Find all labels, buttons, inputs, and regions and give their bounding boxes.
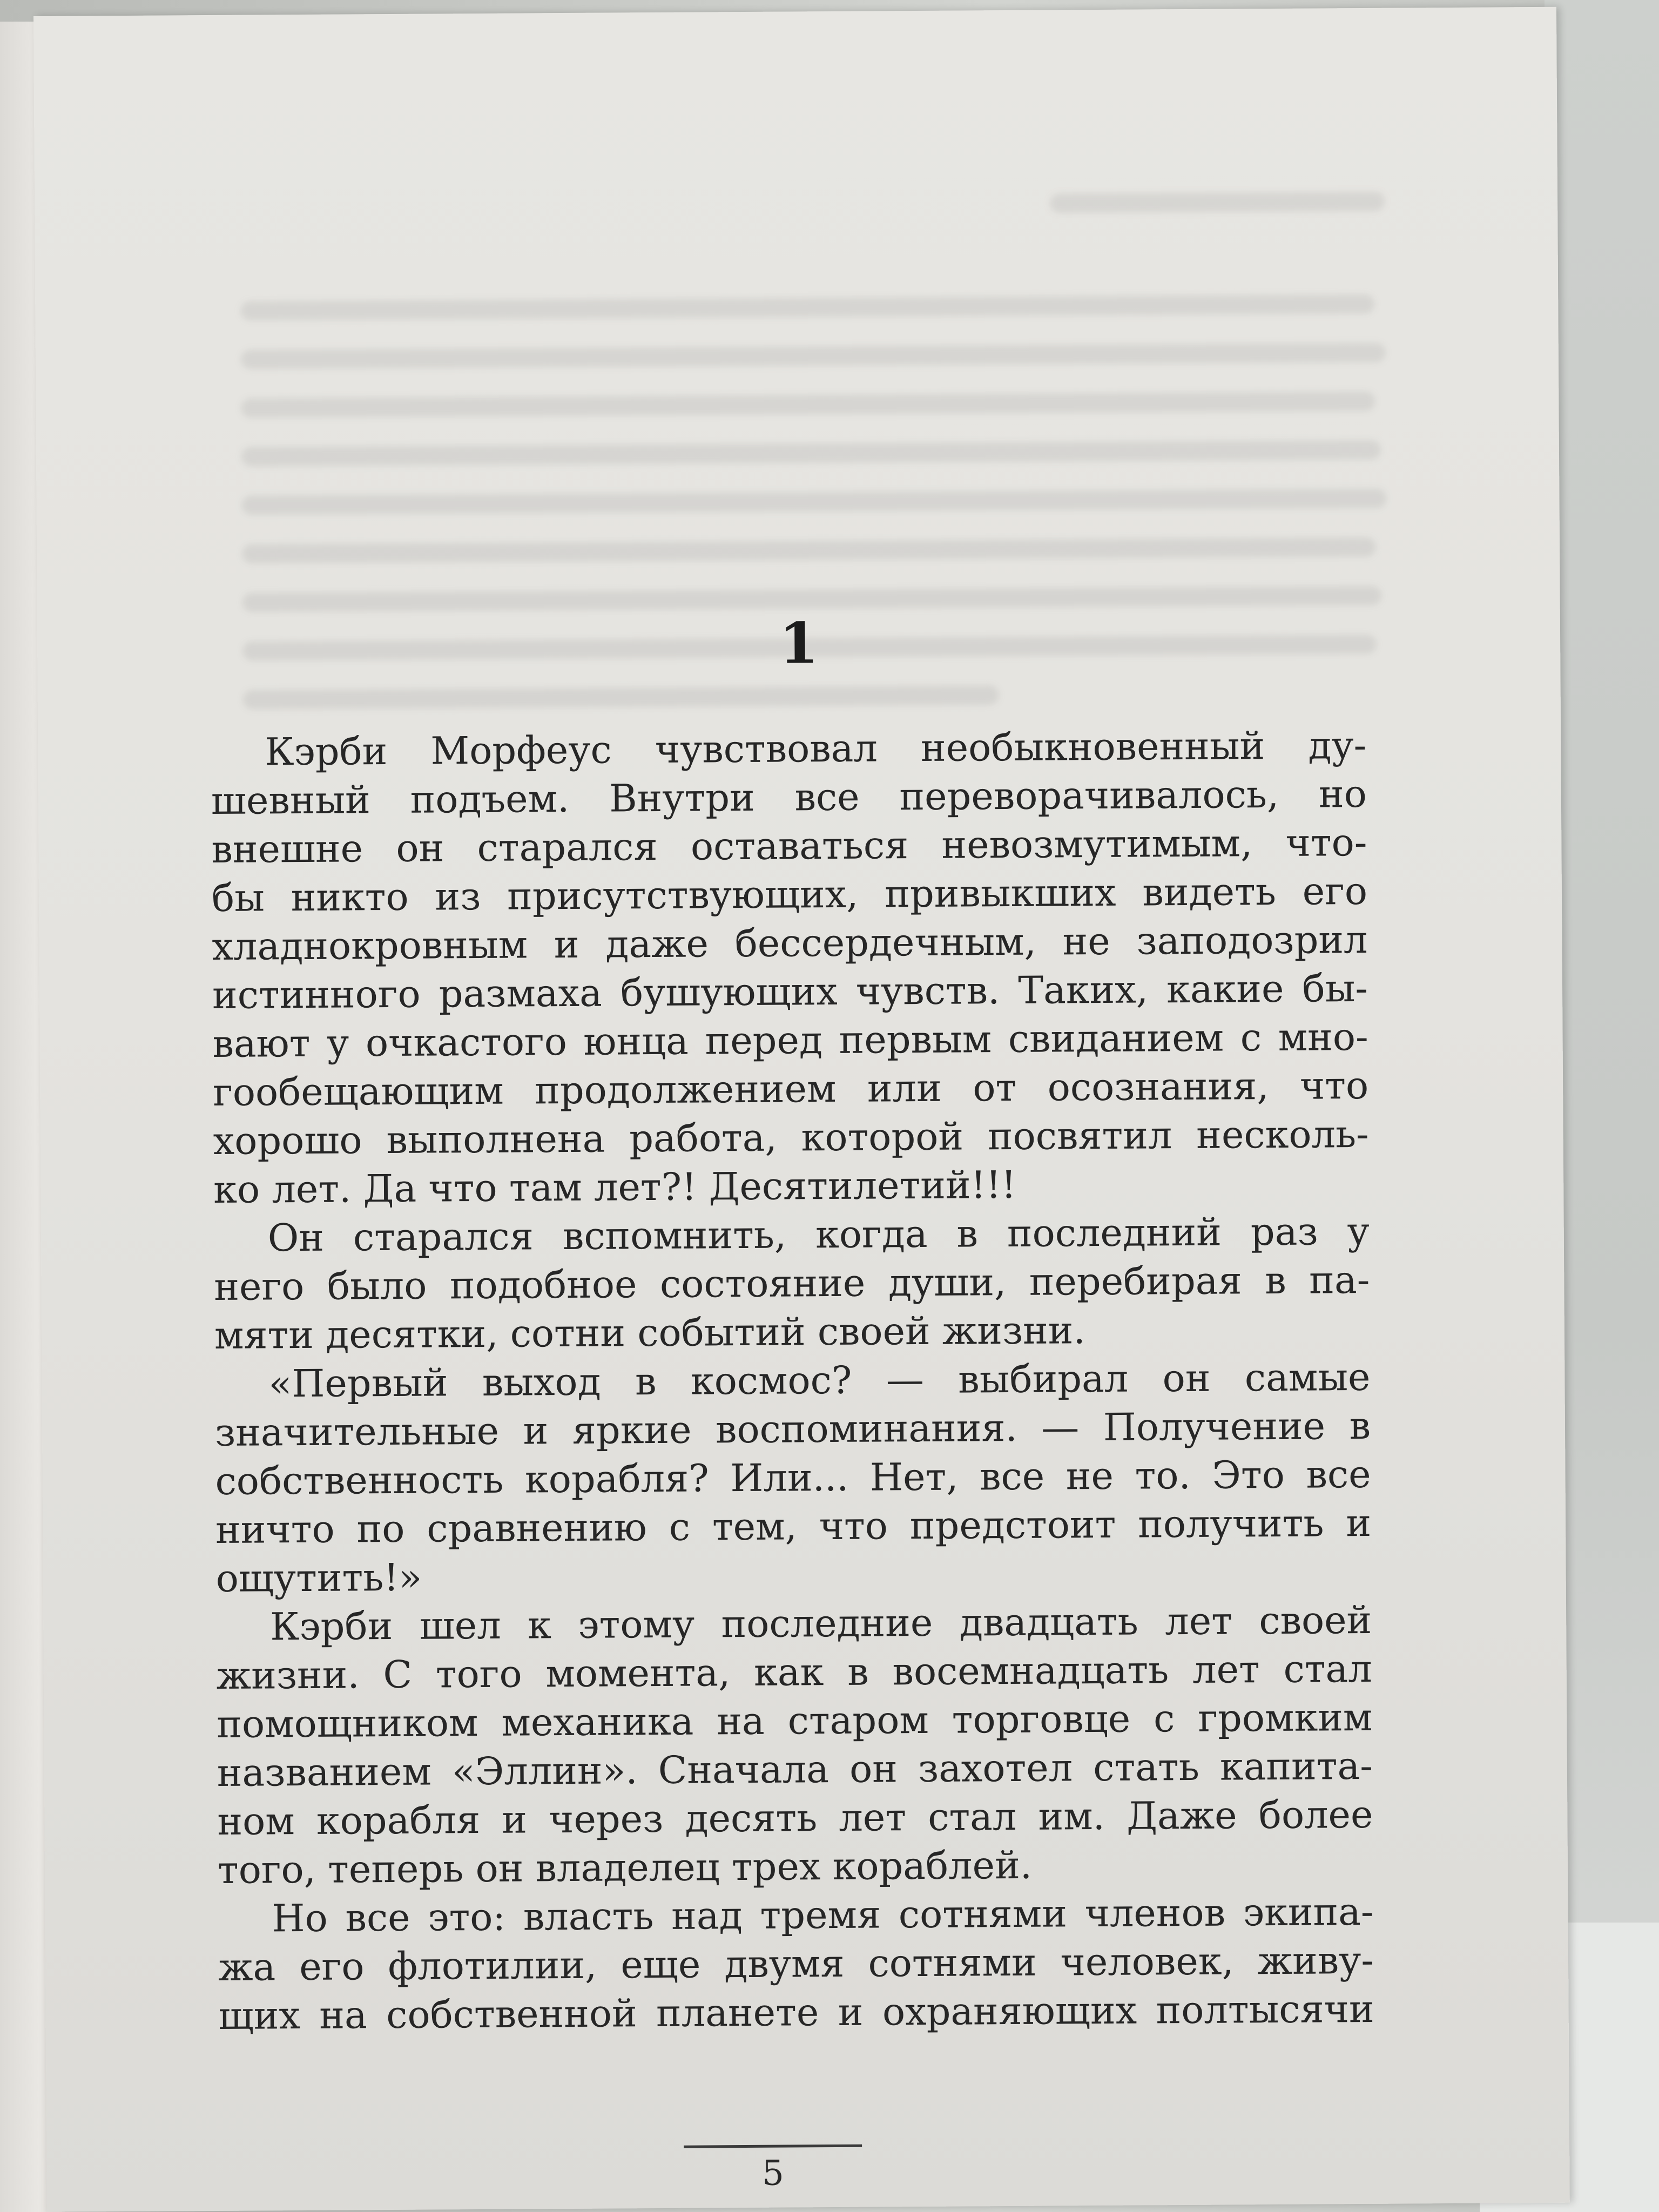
text-line: того, теперь он владелец трех кораблей. (217, 1843, 1033, 1892)
bleed-through-line (242, 537, 1376, 564)
text-line: Кэрби шел к этому последние двадцать лет своей (269, 1597, 1372, 1649)
text-line: гообещающим продолжением или от осознания, что (212, 1063, 1369, 1115)
text-line: «Первый выход в космос? — выбирал он самые (268, 1354, 1371, 1406)
text-line: помощником механика на старом торговце с громким (217, 1695, 1373, 1746)
body-text (211, 721, 1374, 2040)
chapter-number: 1 (779, 610, 819, 677)
text-line: Но все это: власть над тремя сотнями членов экипа- (272, 1889, 1374, 1941)
text-line: Он старался вспомнить, когда в последний раз у (267, 1209, 1370, 1260)
text-line: шевный подъем. Внутри все переворачивалось, но (211, 771, 1367, 824)
text-line: внешне он старался оставаться невозмутимым, что- (211, 820, 1367, 872)
text-line: ном корабля и через десять лет стал им. Даже более (217, 1792, 1373, 1844)
text-line: ощутить!» (215, 1555, 422, 1601)
text-line: ничто по сравнению с тем, что предстоит получить и (215, 1500, 1372, 1552)
text-line: щих на собственной планете и охраняющих полтысячи (218, 1986, 1374, 2038)
bleed-through-line (240, 294, 1374, 321)
text-line: хладнокровным и даже бессердечным, не заподозрил (212, 917, 1368, 969)
bleed-through-line (241, 392, 1375, 418)
text-line: жа его флотилии, еще двумя сотнями человек, живу- (218, 1938, 1374, 1990)
text-line: хорошо выполнена работа, которой посвятил несколь- (213, 1111, 1369, 1164)
text-line: значительные и яркие воспоминания. — Получение в (214, 1403, 1371, 1455)
text-line: названием «Эллин». Сначала он захотел стать капита- (217, 1743, 1373, 1795)
page-number: 5 (761, 2153, 785, 2194)
bleed-through-line (241, 343, 1386, 369)
text-line: собственность корабля? Или... Нет, все не то. Это все (215, 1452, 1371, 1503)
text-line: него было подобное состояние души, перебирая в па- (214, 1257, 1370, 1310)
text-line: Кэрби Морфеус чувствовал необыкновенный ду- (265, 723, 1367, 774)
book-page (33, 7, 1570, 2212)
bleed-through-line (243, 685, 999, 710)
text-line: истинного размаха бушующих чувств. Таких, какие бы- (212, 966, 1368, 1018)
bleed-through-line (241, 489, 1386, 515)
bleed-through-line (1050, 192, 1385, 213)
text-line: жизни. С того момента, как в восемнадцать лет стал (216, 1646, 1372, 1698)
text-line: ко лет. Да что там лет?! Десятилетий!!! (213, 1162, 1017, 1212)
text-line: бы никто из присутствующих, привыкших видеть его (211, 868, 1368, 921)
bleed-through-line (241, 440, 1381, 467)
text-line: вают у очкастого юнца перед первым свиданием с мно- (212, 1014, 1368, 1067)
text-line: мяти десятки, сотни событий своей жизни. (214, 1308, 1085, 1358)
footer-rule (684, 2144, 862, 2148)
